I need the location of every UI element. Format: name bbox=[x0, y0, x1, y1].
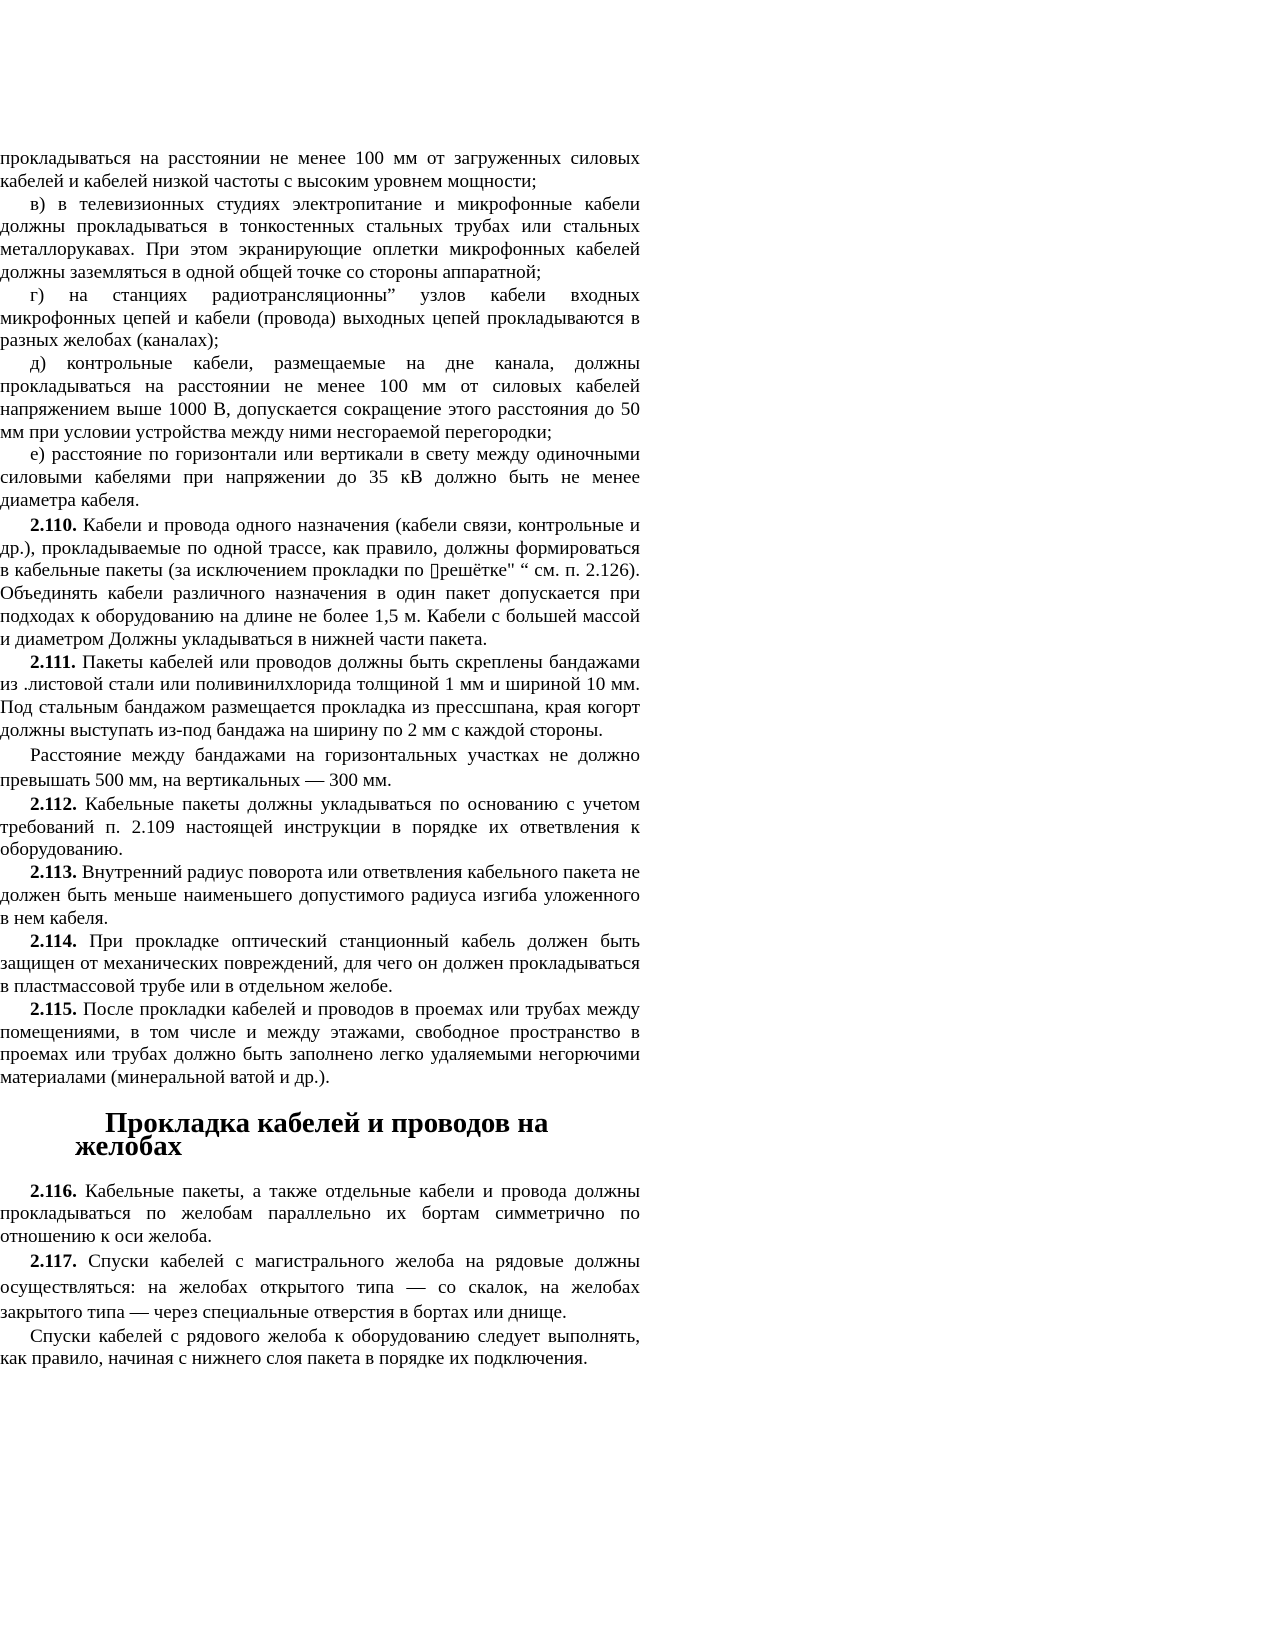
clause-number: 2.113. bbox=[30, 862, 77, 884]
paragraph-2-113 bbox=[0, 862, 640, 930]
paragraph-text: Спуски кабелей с магистрального желоба на рядовые должны осуществляться: на желобах открытого типа — со скалок, на желобах закрытого типа — через специальные отверстия в бортах или днище. bbox=[0, 1251, 641, 1324]
paragraph-2-112 bbox=[0, 794, 640, 862]
paragraph-text: прокладываться на расстоянии не менее 100 мм от загруженных силовых кабелей и кабелей низкой частоты с высоким уровнем мощности; bbox=[0, 148, 640, 192]
paragraph-2-114 bbox=[0, 931, 640, 999]
paragraph-2-110 bbox=[0, 515, 640, 652]
paragraph-2-111 bbox=[0, 652, 640, 743]
paragraph-text: После прокладки кабелей и проводов в проемах или трубах между помещениями, в том числе и между этажами, свободное пространство в проемах или трубах должно быть заполнено легко удаляемыми негорючими материалами (минеральной ватой и др.). bbox=[0, 998, 641, 1089]
paragraph-text: Кабели и провода одного назначения (кабели связи, контрольные и др.), прокладываемые по одной трассе, как правило, должны формироваться в кабельные пакеты (за исключением прокладки по ▯решётке" “ см. п. 2.126). Объединять кабели различного назначения в один пакет допускается при подходах к оборудованию на длине не более 1,5 м. Кабели с большей массой и диаметром Должны укладываться в нижней части пакета. bbox=[0, 514, 641, 650]
paragraph-text: г) на станциях радиотрансляционны” узлов кабели входных микрофонных цепей и кабели (провода) выходных цепей прокладываются в разных желобах (каналах); bbox=[0, 284, 640, 352]
document-page bbox=[0, 148, 640, 1371]
clause-number: 2.110. bbox=[30, 514, 77, 536]
clause-number: 2.117. bbox=[30, 1251, 77, 1273]
paragraph-text: Пакеты кабелей или проводов должны быть скреплены бандажами из .листовой стали или поливинилхлорида толщиной 1 мм и шириной 10 мм. Под стальным бандажом размещается прокладка из прессшпана, края когорт должны выступать из-под бандажа на ширину по 2 мм с каждой стороны. bbox=[0, 651, 640, 741]
paragraph-text: При прокладке оптический станционный кабель должен быть защищен от механических повреждений, для чего он должен прокладываться в пластмассовой трубе или в отдельном желобе. bbox=[0, 930, 640, 998]
clause-number: 2.116. bbox=[30, 1180, 77, 1202]
paragraph-2-111-spacing bbox=[0, 743, 640, 794]
paragraph-text: в) в телевизионных студиях электропитание и микрофонные кабели должны прокладываться в тонкостенных стальных трубах или стальных металлорукавах. При этом экранирующие оплетки микрофонных кабелей должны заземляться в одной общей точке со стороны аппаратной; bbox=[0, 193, 640, 283]
clause-number: 2.112. bbox=[30, 793, 77, 815]
clause-number: 2.111. bbox=[30, 651, 76, 673]
clause-number: 2.114. bbox=[30, 930, 77, 952]
paragraph-continuation bbox=[0, 148, 640, 194]
paragraph-item-v bbox=[0, 194, 640, 285]
paragraph-text: Спуски кабелей с рядового желоба к оборудованию следует выполнять, как правило, начиная с нижнего слоя пакета в порядке их подключения. bbox=[0, 1325, 640, 1370]
paragraph-2-117-descents bbox=[0, 1326, 640, 1372]
paragraph-text: Внутренний радиус поворота или ответвления кабельного пакета не должен быть меньше наименьшего допустимого радиуса изгиба уложенного в нем кабеля. bbox=[0, 862, 641, 929]
paragraph-item-e bbox=[0, 444, 640, 512]
paragraph-text: Кабельные пакеты должны укладываться по основанию с учетом требований п. 2.109 настоящей инструкции в порядке их ответвления к оборудованию. bbox=[0, 793, 640, 861]
paragraph-text: е) расстояние по горизонтали или вертикали в свету между одиночными силовыми кабелями при напряжении до 35 кВ должно быть не менее диаметра кабеля. bbox=[0, 444, 640, 511]
paragraph-2-117 bbox=[0, 1249, 640, 1326]
paragraph-item-d bbox=[0, 353, 640, 444]
paragraph-2-115 bbox=[0, 999, 640, 1090]
paragraph-2-116 bbox=[0, 1181, 640, 1249]
paragraph-text: Кабельные пакеты, а также отдельные кабели и провода должны прокладываться по желобам параллельно их бортам симметрично по отношению к оси желоба. bbox=[0, 1180, 641, 1248]
paragraph-text: д) контрольные кабели, размещаемые на дне канала, должны прокладываться на расстоянии не менее 100 мм от силовых кабелей напряжением выше 1000 В, допускается сокращение этого расстояния до 50 мм при условии устройства между ними несгораемой перегородки; bbox=[0, 353, 640, 443]
paragraph-text: Расстояние между бандажами на горизонтальных участках не должно превышать 500 мм, на вертикальных — 300 мм. bbox=[0, 744, 640, 792]
section-heading: Прокладка кабелей и проводов на желобах bbox=[75, 1107, 549, 1162]
paragraph-item-g bbox=[0, 285, 640, 353]
clause-number: 2.115. bbox=[30, 998, 77, 1020]
